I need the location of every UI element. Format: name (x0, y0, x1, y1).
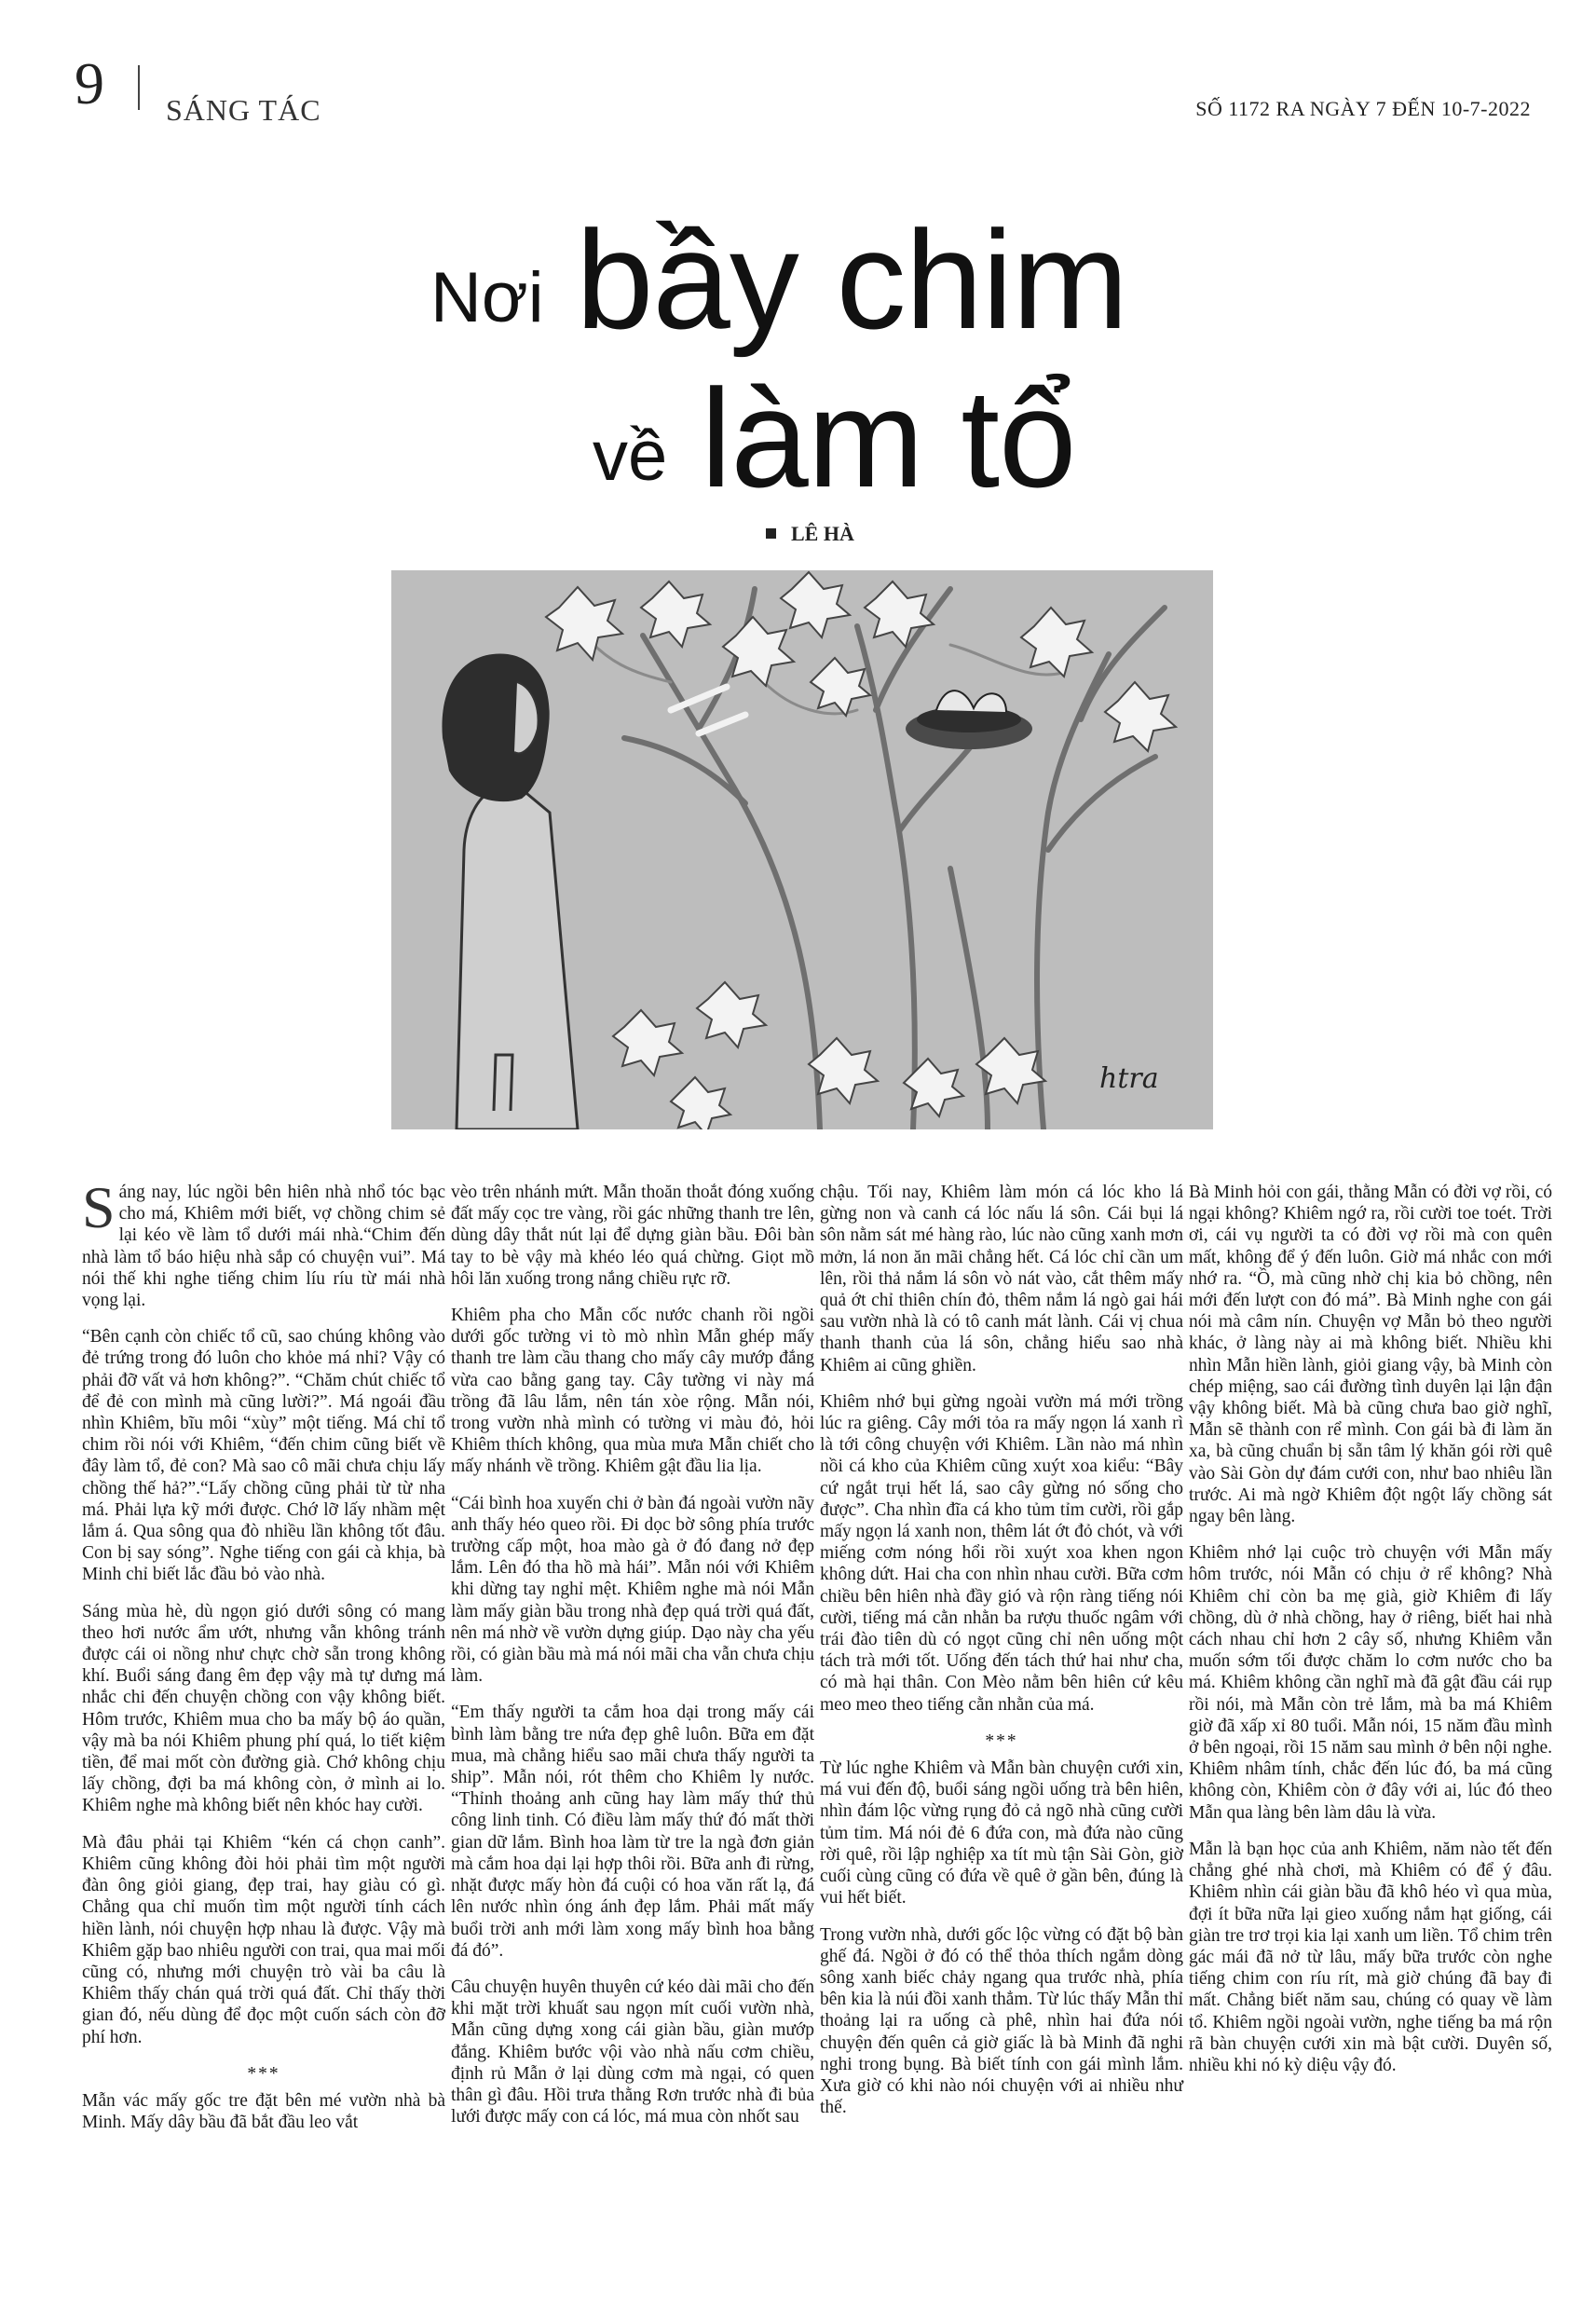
paragraph: vèo trên nhánh mứt. Mẫn thoăn thoắt đóng xuống đất mấy cọc tre vàng, rồi gác những thanh tre lên, dùng dây thắt nút lại để dựng giàn bầu. Đôi bàn tay to bè vậy mà khéo léo quá chừng. Giọt mồ hôi lăn xuống trong nắng chiều rực rỡ. (451, 1183, 814, 1289)
article-column-2 (451, 1182, 814, 2142)
paragraph: Mẫn là bạn học của anh Khiêm, năm nào tết đến chẳng ghé nhà chơi, mà Khiêm có để ý đâu. Khiêm nhìn cái giàn bầu đã khô héo vì qua mùa, đợi ít bữa nữa lại gieo xuống nắm hạt giống, cái giàn tre trơ trọi kia lại xanh um liền. Tổ chim trên gác mái đã nở từ lâu, mấy bữa trước còn nghe tiếng chim con ríu rít, mà giờ chúng đã bay đi mất. Chẳng biết năm sau, chúng có quay về làm tổ. Khiêm ngồi ngoài vườn, nghe tiếng ba má rộn rã bàn chuyện cưới xin mà bật cười. Duyên số, nhiều khi nó kỳ diệu vậy đó. (1189, 1839, 1552, 2075)
paragraph: Bà Minh hỏi con gái, thằng Mẫn có đời vợ rồi, có ngại không? Khiêm ngớ ra, rồi cười toe toét. Trời ơi, cái vụ người ta có đời vợ rồi mà con quên mất, không để ý đến luôn. Giờ má nhắc con mới nhớ ra. “Ồ, mà cũng nhờ chị kia bỏ chồng, nên mới đến lượt con đó má”. Bà Minh nghe con gái nói mà câm nín. Chuyện vợ Mẫn bỏ theo người khác, ở làng này ai mà không biết. Nhiều khi nhìn Mẫn hiền lành, giỏi giang vậy, bà Minh còn chép miệng, sao cái đường tình duyên lại lận đận vậy không biết. Mà bà cũng chưa bao giờ nghĩ, Mẫn sẽ thành con rể mình. Con gái bà đi làm ăn xa, bà cũng chuẩn bị sẵn tâm lý khăn gói rời quê vào Sài Gòn dự đám cưới con, như bao nhiêu lần trước. Ai mà ngờ Khiêm đột ngột lấy chồng sát ngay bên làng. (1189, 1183, 1552, 1527)
illustration-drawing (391, 570, 1213, 1129)
paragraph: Khiêm nhớ lại cuộc trò chuyện với Mẫn mấy hôm trước, nói Mẫn có chịu ở rể không? Nhà Khiêm chỉ còn ba mẹ già, giờ Khiêm đi lấy chồng, dù ở nhà chồng, hay ở riêng, biết hai nhà cách nhau chỉ hơn 2 cây số, nhưng Khiêm vẫn muốn sớm tối được chăm lo cơm nước cho ba má. Khiêm không cần nghĩ mà đã gật đầu cái rụp rồi nói, mà Mẫn còn trẻ lắm, mà ba má Khiêm giờ đã xấp xỉ 80 tuổi. Mẫn nói, 15 năm đầu mình ở bên ngoại, rồi 15 năm sau mình ở bên nội nghe. Khiêm nhâm tính, chắc đến lúc đó, ba má cũng không còn, Khiêm còn ở đây với ai, lúc đó theo Mẫn qua làng bên làm dâu là vừa. (1189, 1543, 1552, 1823)
artist-signature: htra (1099, 1062, 1159, 1095)
byline (766, 522, 854, 546)
drop-cap: S (82, 1174, 116, 1240)
title-part-1: Nơi (430, 258, 544, 337)
illustration (391, 570, 1213, 1129)
paragraph: “Cái bình hoa xuyến chi ở bàn đá ngoài vườn nãy anh thấy héo queo rồi. Đi dọc bờ sông phía trước trường cấp một, hoa mào gà ở đó đang nở đẹp lắm. Lên đó tha hồ mà hái”. Mẫn nói với Khiêm khi dừng tay nghỉ mệt. Khiêm nghe mà nói Mẫn làm mấy giàn bầu trong nhà đẹp quá trời quá đất, nên má nhờ về vườn dựng giúp. Dạo này cha yếu rồi, có giàn bầu mà má nói mãi cha vẫn chưa chịu làm. (451, 1493, 814, 1687)
paragraph: Từ lúc nghe Khiêm và Mẫn bàn chuyện cưới xin, má vui đến độ, buổi sáng ngồi uống trà bên hiên, nhìn đám lộc vừng rụng đỏ cả ngõ nhà cũng cười tủm tỉm. Má nói đẻ 6 đứa con, mà đứa nào cũng rời quê, rồi lập nghiệp xa tít mù tận Sài Gòn, giờ cuối cùng cũng có đứa về quê ở gần bên, đúng là vui hết biết. (820, 1758, 1183, 1908)
paragraph: Khiêm pha cho Mẫn cốc nước chanh rồi ngồi dưới gốc tường vi tò mò nhìn Mẫn ghép mấy thanh tre làm cầu thang cho mấy cây mướp đắng vừa cao bằng gang tay. Cây tường vi này má trồng đã lâu lắm, nên tán xòe rộng. Mẫn nói, trong vườn nhà mình có tường vi màu đỏ, hỏi Khiêm thích không, qua mùa mưa Mẫn chiết cho mấy nhánh về trồng. Khiêm gật đầu lia lịa. (451, 1306, 814, 1477)
title-part-2: bầy chim (576, 201, 1128, 358)
paragraph: “Bên cạnh còn chiếc tổ cũ, sao chúng không vào đẻ trứng trong đó luôn cho khỏe má nhỉ? Vậy có phải đỡ vất vả hơn không?”. “Chăm chút chiếc tổ để đẻ con mình mà cũng lười?”. Má ngoái đầu nhìn Khiêm, bĩu môi “xùy” một tiếng. Má chỉ tổ chim rồi nói với Khiêm, “đến chim cũng biết về đây làm tổ, đẻ con? Mà sao cô mãi chưa chịu lấy chồng thế hả?”.“Lấy chồng cũng phải từ từ nha má. Phải lựa kỹ mới được. Chớ lỡ lấy nhầm mệt lắm á. Qua sông qua đò nhiều lần không tốt đâu. Con bị say sóng”. Nghe tiếng con gái cà khịa, bà Minh chỉ biết lắc đầu bỏ vào nhà. (82, 1327, 445, 1585)
paragraph: “Em thấy người ta cắm hoa dại trong mấy cái bình làm bằng tre nứa đẹp ghê luôn. Bữa em đặt mua, mà chẳng hiểu sao mãi chưa thấy người ta ship”. Mẫn nói, rót thêm cho Khiêm ly nước. “Thỉnh thoảng anh cũng hay làm mấy thứ thủ công linh tinh. Có điều làm mấy thứ đó mất thời gian dữ lắm. Bình hoa làm từ tre la ngà đơn giản mà cắm hoa dại lại hợp thôi rồi. Bữa anh đi rừng, nhặt được mấy hòn đá cuội có hoa văn rất lạ, đá lên nước nhìn óng ánh đẹp lắm. Phải mất mấy buổi trời anh mới làm xong mấy bình hoa bằng đá đó”. (451, 1703, 814, 1961)
title-part-3: về (593, 417, 668, 496)
byline-square-icon (766, 528, 776, 539)
paragraph: Sáng mùa hè, dù ngọn gió dưới sông có mang theo hơi nước ẩm ướt, nhưng vẫn không tránh được cái oi nồng như chực chờ sẵn trong không khí. Buổi sáng đang êm đẹp vậy mà tự dưng má nhắc chi đến chuyện chồng con vậy không biết. Hôm trước, Khiêm mua cho ba mấy bộ áo quần, vậy mà ba nói Khiêm phung phí quá, lo tiết kiệm tiền, để mai mốt còn đường già. Chớ không chịu lấy chồng, đợi ba má không còn, ở mình ai lo. Khiêm nghe mà không biết nên khóc hay cười. (82, 1601, 445, 1816)
issue-info: SỐ 1172 RA NGÀY 7 ĐẾN 10-7-2022 (1195, 97, 1531, 120)
page-number: 9 (75, 50, 104, 116)
paragraph: Trong vườn nhà, dưới gốc lộc vừng có đặt bộ bàn ghế đá. Ngồi ở đó có thể thỏa thích ngắm dòng sông xanh biếc chảy ngang qua trước nhà, phía bên kia là núi đồi xanh thẳm. Từ lúc thấy Mẫn thỉ thoảng lại ra uống cà phê, nhìn hai đứa nói chuyện đến quên cả giờ giấc là bà Minh đã nghi nghi trong bụng. Bà biết tính con gái mình lắm. Xưa giờ có khi nào nói chuyện với ai nhiều như thế. (820, 1924, 1183, 2118)
author-name: LÊ HÀ (791, 522, 854, 545)
section-separator: *** (247, 2063, 280, 2084)
paragraph: chậu. Tối nay, Khiêm làm món cá lóc kho lá gừng non và canh cá lóc nấu lá sôn. Cái bụi lá sôn nằm sát mé hàng rào, lúc nào cũng xanh mơn mởn, lá non ăn mãi chẳng hết. Cá lóc chỉ cần um lên, rồi thả nắm lá sôn vò nát vào, cắt thêm mấy quả ớt chỉ thiên chín đỏ, thêm nắm lá ngò gai hái sau vườn nhà là có tô canh mát lành. Cái vị chua thanh thanh của lá sôn, chẳng hiểu sao nhà Khiêm ai cũng ghiền. (820, 1183, 1183, 1375)
section-label: SÁNG TÁC (166, 93, 321, 127)
article-column-3 (820, 1182, 1183, 2133)
article-column-4 (1189, 1182, 1552, 2091)
title-part-4: làm tổ (701, 360, 1076, 516)
paragraph: áng nay, lúc ngồi bên hiên nhà nhổ tóc bạc cho má, Khiêm mới biết, vợ chồng chim sẻ lại kéo về làm tổ dưới mái nhà.“Chim đến nhà làm tổ báo hiệu nhà sắp có chuyện vui”. Má nói thế khi nghe tiếng chim líu ríu từ mái nhà vọng lại. (82, 1183, 445, 1311)
header-divider (138, 65, 140, 110)
section-separator: *** (985, 1731, 1018, 1751)
article-column-1 (82, 1174, 445, 2148)
paragraph: Khiêm nhớ bụi gừng ngoài vườn má mới trồng lúc ra giêng. Cây mới tỏa ra mấy ngọn lá xanh rì là tới công chuyện với Khiêm. Lần nào má nhìn nồi cá kho của Khiêm cũng xuýt xoa kiểu: “Bây cứ ngắt trụi hết lá, sao cây gừng nó sống cho được”. Cha nhìn đĩa cá kho tủm tỉm cười, rồi gắp mấy ngọn lá xanh non, thêm lát ớt đỏ chót, và với miếng cơm nóng hổi rồi xuýt xoa khen ngon không dứt. Hai cha con nhìn nhau cười. Bữa cơm chiều bên hiên nhà đầy gió và rộn ràng tiếng nói cười, tiếng má cằn nhằn ba rượu thuốc ngâm với trái đào tiên dù có ngọt cũng chỉ nên uống một tách trà mới tốt. Uống đến tách thứ hai như cha, có mà hại thân. Con Mèo nằm bên hiên cứ kêu meo meo theo tiếng cằn nhằn của má. (820, 1391, 1183, 1715)
paragraph: Mẫn vác mấy gốc tre đặt bên mé vườn nhà bà Minh. Mấy dây bầu đã bắt đầu leo vắt (82, 2090, 445, 2133)
paragraph: Mà đâu phải tại Khiêm “kén cá chọn canh”. Khiêm cũng không đòi hỏi phải tìm một người đàn ông giỏi giang, đẹp trai, hay giàu có gì. Chẳng qua chỉ muốn tìm một người tính cách hiền lành, nói chuyện hợp nhau là được. Vậy mà Khiêm gặp bao nhiêu người con trai, qua mai mối cũng có, nhưng mới chuyện trò vài ba câu là Khiêm thấy chán quá trời quá đất. Chỉ thấy thời gian đó, nếu dùng để đọc một cuốn sách còn đỡ phí hơn. (82, 1832, 445, 2047)
paragraph: Câu chuyện huyên thuyên cứ kéo dài mãi cho đến khi mặt trời khuất sau ngọn mít cuối vườn nhà, Mẫn cũng dựng xong cái giàn bầu, giàn mướp đắng. Khiêm bước vội vào nhà nấu cơm chiều, định rủ Mẫn ở lại dùng cơm mà ngại, có quen thân gì đâu. Hồi trưa thằng Rơn trước nhà đi bủa lưới được mấy con cá lóc, má mua còn nhốt sau (451, 1977, 814, 2127)
